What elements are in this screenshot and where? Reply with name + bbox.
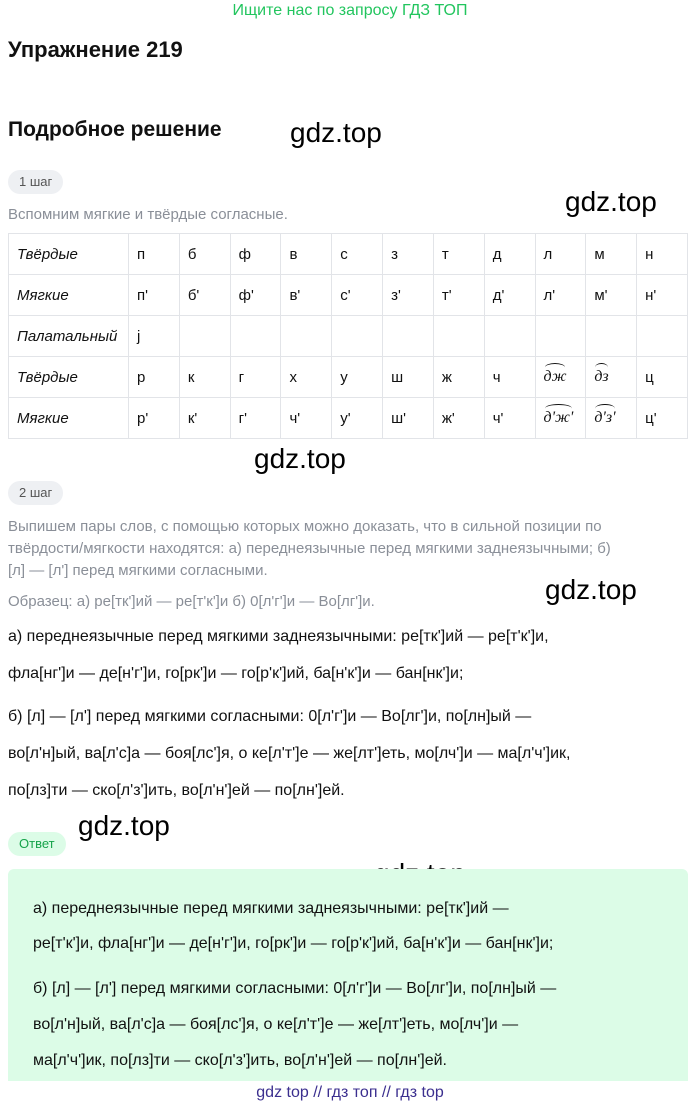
table-cell [586,316,637,357]
affricate-dzh: дж [543,368,567,385]
solution-line: а) переднеязычные перед мягкими заднеязычными: ре[тк']ий — ре[т'к']и, [8,628,549,645]
watermark: gdz.top [290,117,382,148]
watermark: gdz.top [78,810,170,841]
solution-line: б) [л] — [л'] перед мягкими согласными: 0[л'г']и — Во[лг']и, по[лн]ый — [8,708,532,725]
table-cell [586,357,637,398]
table-cell: т' [433,275,484,316]
table-cell [586,398,637,439]
table-cell: л' [535,275,586,316]
table-row [9,357,688,398]
table-cell [230,316,281,357]
table-row-label: Твёрдые [9,357,129,398]
table-cell: ш [383,357,434,398]
table-cell: п' [129,275,180,316]
table-cell [535,316,586,357]
solution-line: фла[нг']и — де[н'г']и, го[рк']и — го[р'к']ий, ба[н'к']и — бан[нк']и; [8,665,464,682]
search-banner: Ищите нас по запросу ГДЗ ТОП [232,2,468,19]
table-cell [433,316,484,357]
table-cell: ч [484,357,535,398]
table-cell [332,316,383,357]
table-row-label: Твёрдые [9,234,129,275]
table-cell: г' [230,398,281,439]
table-cell: з' [383,275,434,316]
table-cell: ф [230,234,281,275]
table-row [9,398,688,439]
table-cell: в' [281,275,332,316]
step-2-intro-line: Выпишем пары слов, с помощью которых можно доказать, что в сильной позиции по [8,518,602,535]
solution-line: во[л'н]ый, ва[л'с]а — боя[лс']я, о ке[л'т']е — же[лт']еть, мо[лч']и — ма[л'ч']ик, [8,745,571,762]
consonants-table [8,233,688,439]
table-cell [484,316,535,357]
table-cell: у' [332,398,383,439]
table-cell [179,316,230,357]
table-cell: м [586,234,637,275]
table-cell: ш' [383,398,434,439]
table-cell: м' [586,275,637,316]
answer-badge: Ответ [8,832,66,856]
affricate-dz: дз [594,368,609,385]
affricate-dz-soft: д'з' [594,409,616,426]
table-row-label: Палатальный [9,316,129,357]
step-2-badge: 2 шаг [8,481,63,505]
table-cell [535,357,586,398]
table-cell: ж [433,357,484,398]
table-cell: ч' [484,398,535,439]
answer-line: во[л'н]ый, ва[л'с]а — боя[лс']я, о ке[л'т']е — же[лт']еть, мо[лч']и — [33,1016,519,1033]
table-cell: б [179,234,230,275]
footer-links: gdz top // гдз топ // гдз top [256,1084,444,1101]
step-2-intro-line: твёрдости/мягкости находятся: а) переднеязычные перед мягкими заднеязычными; б) [8,540,611,557]
table-cell: ц [637,357,688,398]
table-cell: л [535,234,586,275]
step-2-sample: Образец: а) ре[тк']ий — ре[т'к']и б) 0[л'г']и — Во[лг']и. [8,593,375,610]
table-cell [383,316,434,357]
table-cell: т [433,234,484,275]
table-cell: ч' [281,398,332,439]
table-cell [535,398,586,439]
table-cell: г [230,357,281,398]
table-cell: р' [129,398,180,439]
table-cell: х [281,357,332,398]
table-cell: j [129,316,180,357]
table-cell: ц' [637,398,688,439]
table-cell: д' [484,275,535,316]
answer-line: ма[л'ч']ик, по[лз]ти — ско[л'з']ить, во[л'н']ей — по[лн']ей. [33,1052,447,1069]
table-row [9,234,688,275]
solution-line: по[лз]ти — ско[л'з']ить, во[л'н']ей — по[лн']ей. [8,782,345,799]
table-cell: к [179,357,230,398]
table-cell: з [383,234,434,275]
table-cell: р [129,357,180,398]
table-row-label: Мягкие [9,398,129,439]
solution-title: Подробное решение [8,118,222,141]
table-cell: в [281,234,332,275]
table-cell: н [637,234,688,275]
table-row-label: Мягкие [9,275,129,316]
table-cell [281,316,332,357]
table-cell: у [332,357,383,398]
table-cell: ж' [433,398,484,439]
table-row [9,316,688,357]
answer-line: б) [л] — [л'] перед мягкими согласными: 0[л'г']и — Во[лг']и, по[лн]ый — [33,980,557,997]
table-cell: ф' [230,275,281,316]
affricate-dzh-soft: д'ж' [543,409,574,426]
table-cell: с' [332,275,383,316]
step-2-intro-line: [л] — [л'] перед мягкими согласными. [8,562,268,579]
table-cell: б' [179,275,230,316]
watermark: gdz.top [545,574,637,605]
table-cell: к' [179,398,230,439]
step-1-badge: 1 шаг [8,170,63,194]
exercise-title: Упражнение 219 [8,37,183,62]
table-cell: д [484,234,535,275]
table-cell: н' [637,275,688,316]
answer-line: ре[т'к']и, фла[нг']и — де[н'г']и, го[рк']и — го[р'к']ий, ба[н'к']и — бан[нк']и; [33,935,554,952]
answer-line: а) переднеязычные перед мягкими заднеязычными: ре[тк']ий — [33,900,509,917]
watermark: gdz.top [254,443,346,474]
table-cell: п [129,234,180,275]
table-row [9,275,688,316]
table-cell [637,316,688,357]
table-cell: с [332,234,383,275]
step-1-text: Вспомним мягкие и твёрдые согласные. [8,206,288,223]
watermark: gdz.top [565,186,657,217]
